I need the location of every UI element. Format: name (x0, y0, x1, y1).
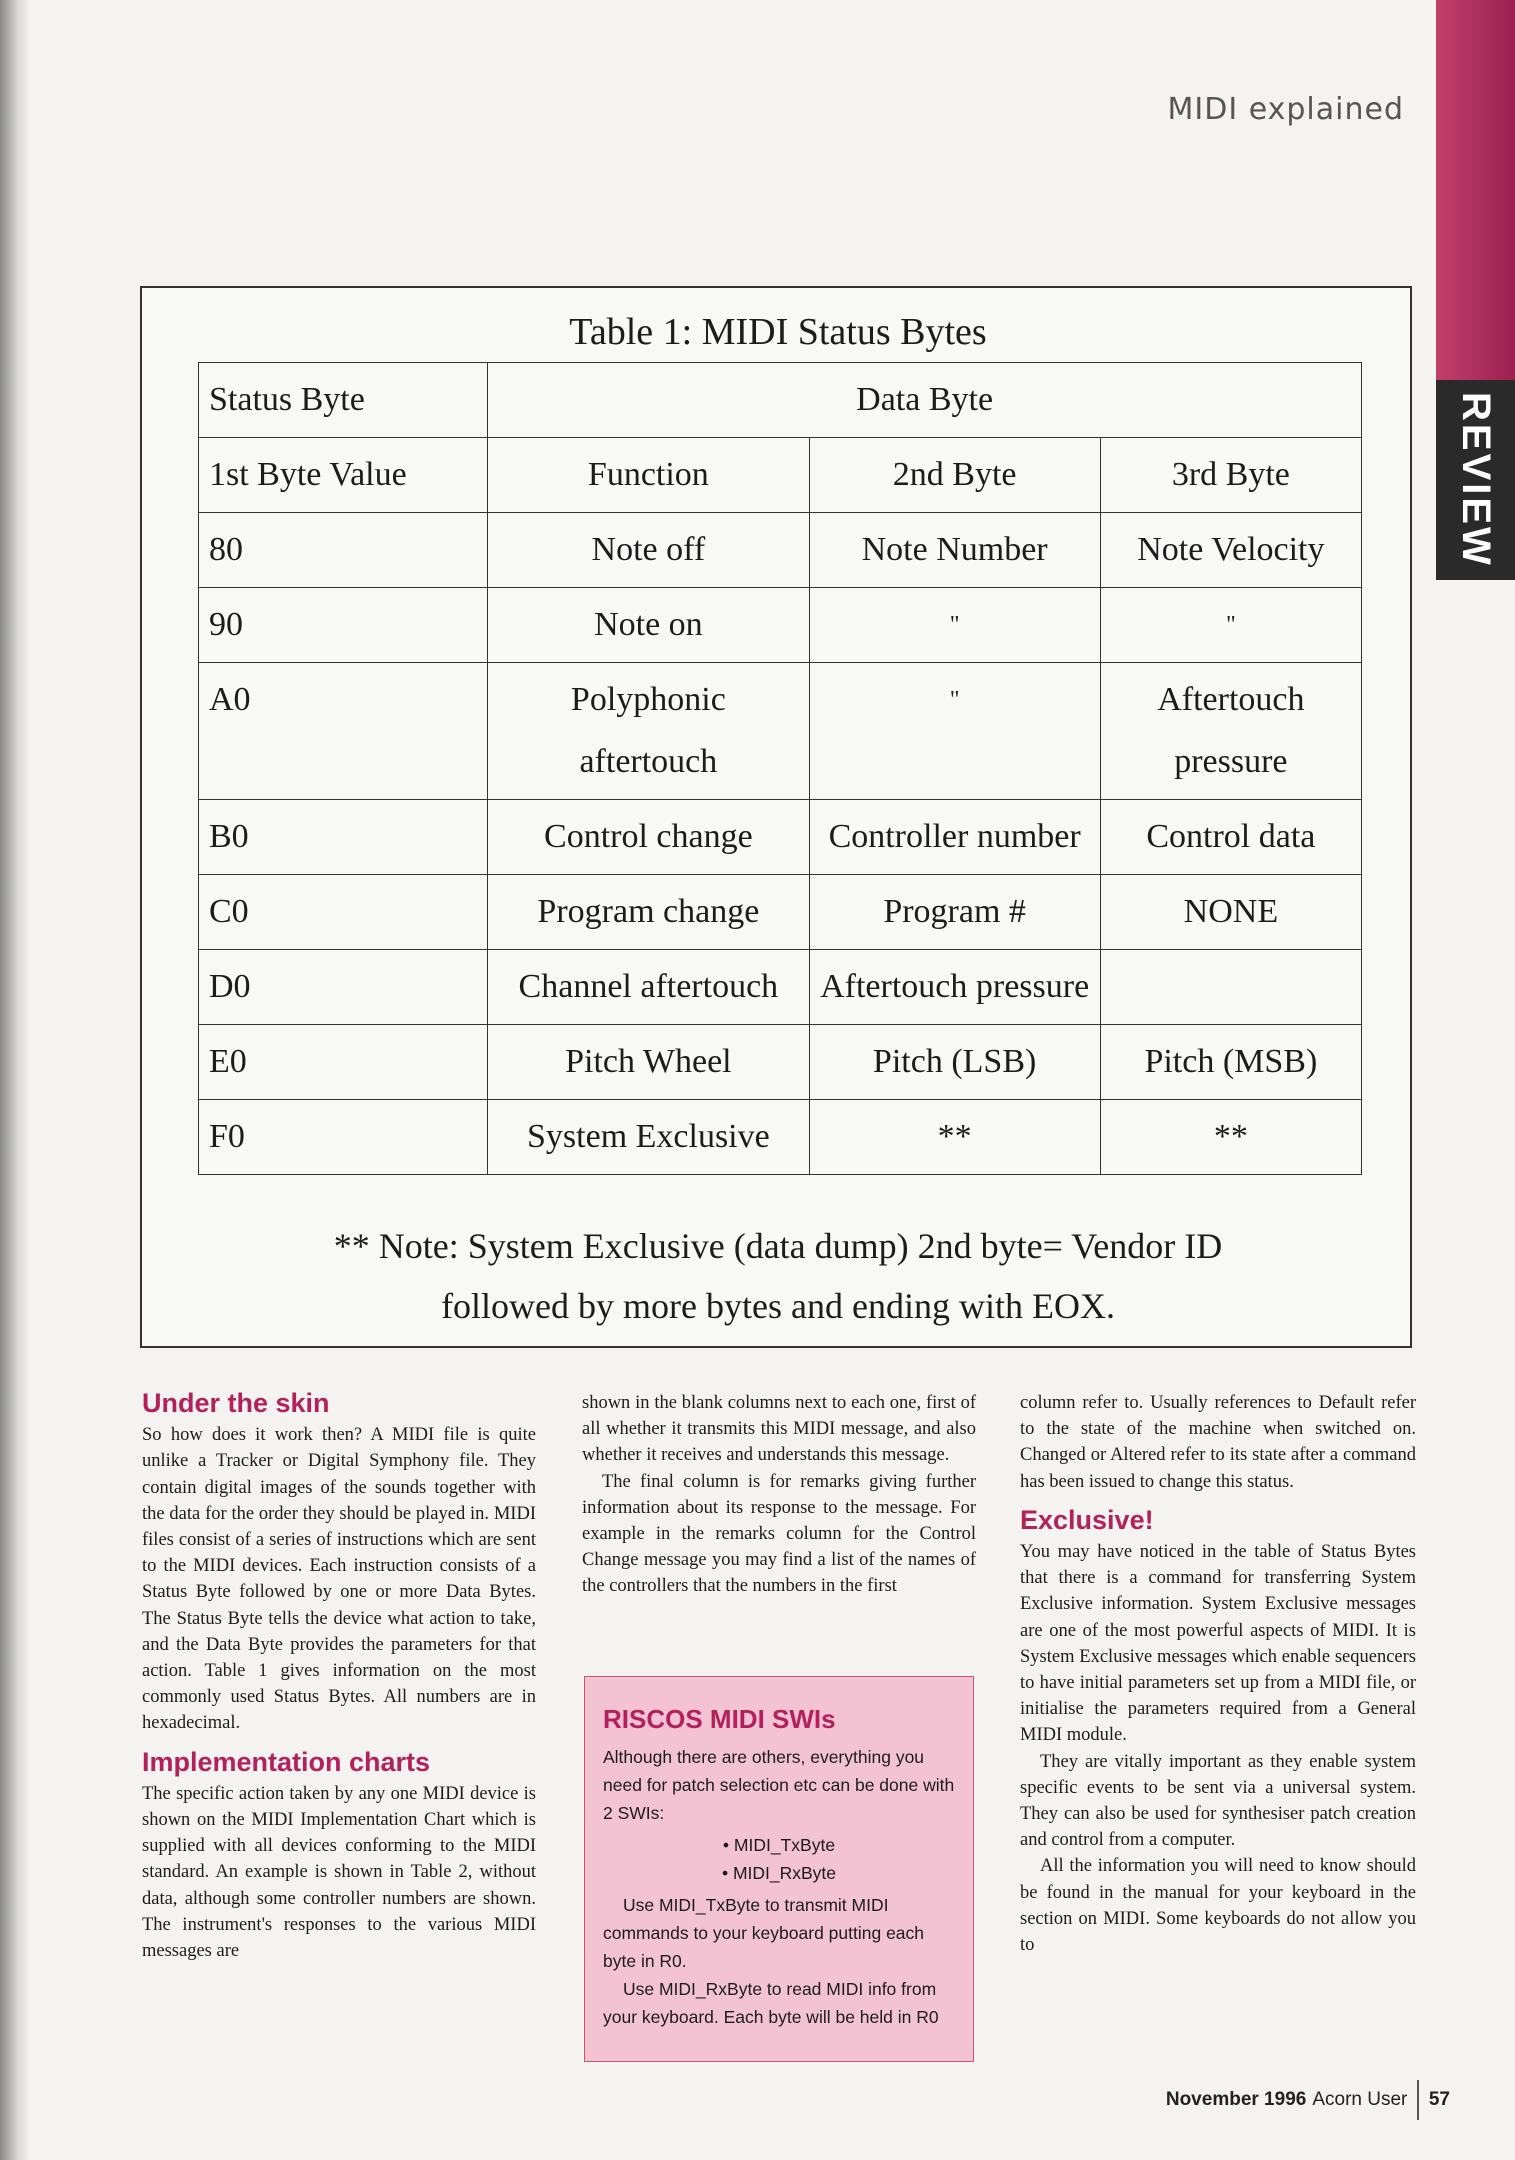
cell-third: Pitch (MSB) (1100, 1025, 1361, 1100)
paragraph: shown in the blank columns next to each one, first of all whether it transmits this MIDI message, and also whether it receives and understands this message. (582, 1393, 976, 1466)
table-row (199, 1025, 1362, 1100)
sidebar-paragraph: Use MIDI_TxByte to transmit MIDI commands to your keyboard putting each byte in R0. (603, 1895, 925, 1971)
list-item: • MIDI_RxByte (603, 1859, 955, 1887)
subheading-implementation-charts: Implementation charts (142, 1746, 431, 1777)
status-bytes-table (198, 362, 1362, 1175)
cell-second: Program # (809, 875, 1100, 950)
cell-function: System Exclusive (488, 1100, 809, 1175)
cell-value: C0 (199, 875, 488, 950)
paragraph: The final column is for remarks giving further information about its response to the message. For example in the remarks column for the Control Change message you may find a list of the names of the controllers that the numbers in the first (582, 1471, 976, 1597)
cell-second: " (809, 663, 1100, 800)
table-subheader-row (199, 438, 1362, 513)
header-first-byte: 1st Byte Value (199, 438, 488, 513)
table-row (199, 513, 1362, 588)
page-number: 57 (1428, 2089, 1450, 2110)
paragraph: You may have noticed in the table of Status Bytes that there is a command for transferring System Exclusive information. System Exclusive messages are one of the most powerful aspects of MIDI. It is System Exclusive messages which enable sequencers to have initial parameters set up from a MIDI file, or initialise the parameters required from a General MIDI module. (1020, 1542, 1416, 1746)
cell-value: B0 (199, 800, 488, 875)
cell-function: Pitch Wheel (488, 1025, 809, 1100)
footer-date: November 1996 (1165, 2089, 1307, 2110)
cell-value: D0 (199, 950, 488, 1025)
table-figure (140, 286, 1412, 1348)
cell-function: Control change (488, 800, 809, 875)
footer-divider (1417, 2080, 1419, 2120)
table-row (199, 1100, 1362, 1175)
cell-second: Aftertouch pressure (809, 950, 1100, 1025)
running-header: MIDI explained (1167, 92, 1404, 127)
cell-function: Polyphonic aftertouch (488, 663, 809, 800)
table-row (199, 588, 1362, 663)
footnote-line-1: ** Note: System Exclusive (data dump) 2nd byte= Vendor ID (333, 1226, 1223, 1266)
footnote-line-2: followed by more bytes and ending with EOX. (441, 1286, 1115, 1326)
list-item: • MIDI_TxByte (603, 1831, 955, 1859)
footer-publication: Acorn User (1312, 2089, 1408, 2110)
table-row (199, 875, 1362, 950)
table-title: Table 1: MIDI Status Bytes (569, 311, 987, 353)
cell-second: ** (809, 1100, 1100, 1175)
article-column-3 (1020, 1390, 1416, 1958)
header-function: Function (488, 438, 809, 513)
cell-value: F0 (199, 1100, 488, 1175)
section-tab-label: REVIEW (1454, 392, 1498, 568)
article-column-2 (582, 1390, 976, 1600)
page-binding-shadow (0, 0, 30, 2160)
riscos-midi-swis-box (584, 1676, 974, 2062)
table-row (199, 663, 1362, 800)
cell-third: Aftertouch pressure (1100, 663, 1361, 800)
cell-second: Controller number (809, 800, 1100, 875)
cell-function: Channel aftertouch (488, 950, 809, 1025)
table-row (199, 950, 1362, 1025)
header-data-byte: Data Byte (488, 363, 1362, 438)
paragraph: The specific action taken by any one MIDI device is shown on the MIDI Implementation Chart which is supplied with all devices conforming to the MIDI standard. An example is shown in Table 2, without data, although some controller numbers are shown. The instrument's responses to the various MIDI messages are (142, 1783, 536, 1962)
paragraph: They are vitally important as they enable system specific events to be sent via a universal system. They can also be used for synthesiser patch creation and control from a computer. (1020, 1751, 1416, 1851)
subheading-under-the-skin: Under the skin (142, 1388, 330, 1418)
header-third-byte: 3rd Byte (1100, 438, 1361, 513)
article-column-1 (142, 1390, 536, 1964)
cell-value: 90 (199, 588, 488, 663)
sidebar-intro: Although there are others, everything you need for patch selection etc can be done with 2 SWIs: (603, 1747, 955, 1823)
swi-list (603, 1831, 955, 1887)
cell-function: Program change (488, 875, 809, 950)
cell-third: Control data (1100, 800, 1361, 875)
header-status-byte: Status Byte (199, 363, 488, 438)
cell-value: E0 (199, 1025, 488, 1100)
page-footer (1100, 2080, 1450, 2120)
paragraph: So how does it work then? A MIDI file is quite unlike a Tracker or Digital Symphony file. They contain digital images of the sounds together with the data for the order they should be played in. MIDI files consist of a series of instructions which are sent to the MIDI devices. Each instruction consists of a Status Byte followed by one or more Data Bytes. The Status Byte tells the device what action to take, and the Data Byte provides the parameters for that action. Table 1 gives information on the most commonly used Status Bytes. All numbers are in hexadecimal. (142, 1425, 536, 1734)
table-row (199, 800, 1362, 875)
cell-third: " (1100, 588, 1361, 663)
paragraph: All the information you will need to know should be found in the manual for your keyboard in the section on MIDI. Some keyboards do not allow you to (1020, 1856, 1416, 1956)
table-header-row (199, 363, 1362, 438)
cell-second: " (809, 588, 1100, 663)
cell-third: Note Velocity (1100, 513, 1361, 588)
cell-third: NONE (1100, 875, 1361, 950)
header-second-byte: 2nd Byte (809, 438, 1100, 513)
cell-third: ** (1100, 1100, 1361, 1175)
paragraph: column refer to. Usually references to Default refer to the state of the machine when switched on. Changed or Altered refer to its state after a command has been issued to change this status. (1020, 1393, 1416, 1492)
cell-function: Note off (488, 513, 809, 588)
cell-function: Note on (488, 588, 809, 663)
cell-third (1100, 950, 1361, 1025)
cell-second: Pitch (LSB) (809, 1025, 1100, 1100)
cell-value: 80 (199, 513, 488, 588)
sidebar-title: RISCOS MIDI SWIs (603, 1704, 836, 1734)
table-footnote (142, 1216, 1414, 1336)
cell-second: Note Number (809, 513, 1100, 588)
subheading-exclusive: Exclusive! (1020, 1504, 1154, 1535)
cell-value: A0 (199, 663, 488, 800)
sidebar-paragraph: Use MIDI_RxByte to read MIDI info from your keyboard. Each byte will be held in R0 (603, 1979, 939, 2027)
